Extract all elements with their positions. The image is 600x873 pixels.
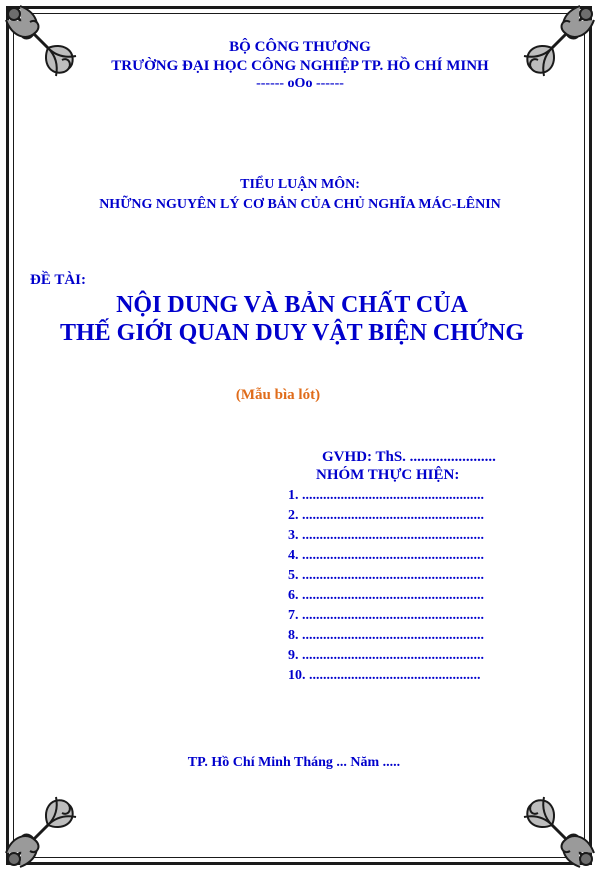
member-item: 8. .................................................... bbox=[288, 628, 484, 643]
group-label: NHÓM THỰC HIỆN: bbox=[316, 467, 460, 483]
footer-place-date: TP. Hồ Chí Minh Tháng ... Năm ..... bbox=[187, 755, 401, 770]
member-item: 1. .................................................... bbox=[288, 488, 484, 503]
instructor-line: GVHD: ThS. ....................... bbox=[322, 449, 496, 465]
page-border-inner bbox=[13, 13, 585, 858]
ministry-name: BỘ CÔNG THƯƠNG bbox=[229, 39, 371, 55]
member-item: 7. .................................................... bbox=[288, 608, 484, 623]
university-name: TRƯỜNG ĐẠI HỌC CÔNG NGHIỆP TP. HỒ CHÍ MINH bbox=[111, 58, 489, 74]
topic-title-line-2: THẾ GIỚI QUAN DUY VẬT BIỆN CHỨNG bbox=[59, 320, 525, 346]
member-item: 4. .................................................... bbox=[288, 548, 484, 563]
member-item: 5. .................................................... bbox=[288, 568, 484, 583]
corner-ornament-icon bbox=[2, 779, 94, 871]
subject-label: TIỂU LUẬN MÔN: bbox=[240, 177, 360, 192]
corner-ornament-icon bbox=[506, 779, 598, 871]
member-item: 10. ................................................. bbox=[288, 668, 481, 683]
header-separator: ------ oOo ------ bbox=[256, 76, 344, 91]
topic-title-line-1: NỘI DUNG VÀ BẢN CHẤT CỦA bbox=[116, 292, 468, 318]
topic-label: ĐỀ TÀI: bbox=[30, 272, 86, 288]
sample-note: (Mẫu bìa lót) bbox=[235, 387, 321, 403]
subject-name: NHỮNG NGUYÊN LÝ CƠ BẢN CỦA CHỦ NGHĨA MÁC-LÊNIN bbox=[99, 197, 501, 212]
member-list bbox=[288, 486, 484, 686]
member-item: 3. .................................................... bbox=[288, 528, 484, 543]
member-item: 2. .................................................... bbox=[288, 508, 484, 523]
member-item: 6. .................................................... bbox=[288, 588, 484, 603]
member-item: 9. .................................................... bbox=[288, 648, 484, 663]
